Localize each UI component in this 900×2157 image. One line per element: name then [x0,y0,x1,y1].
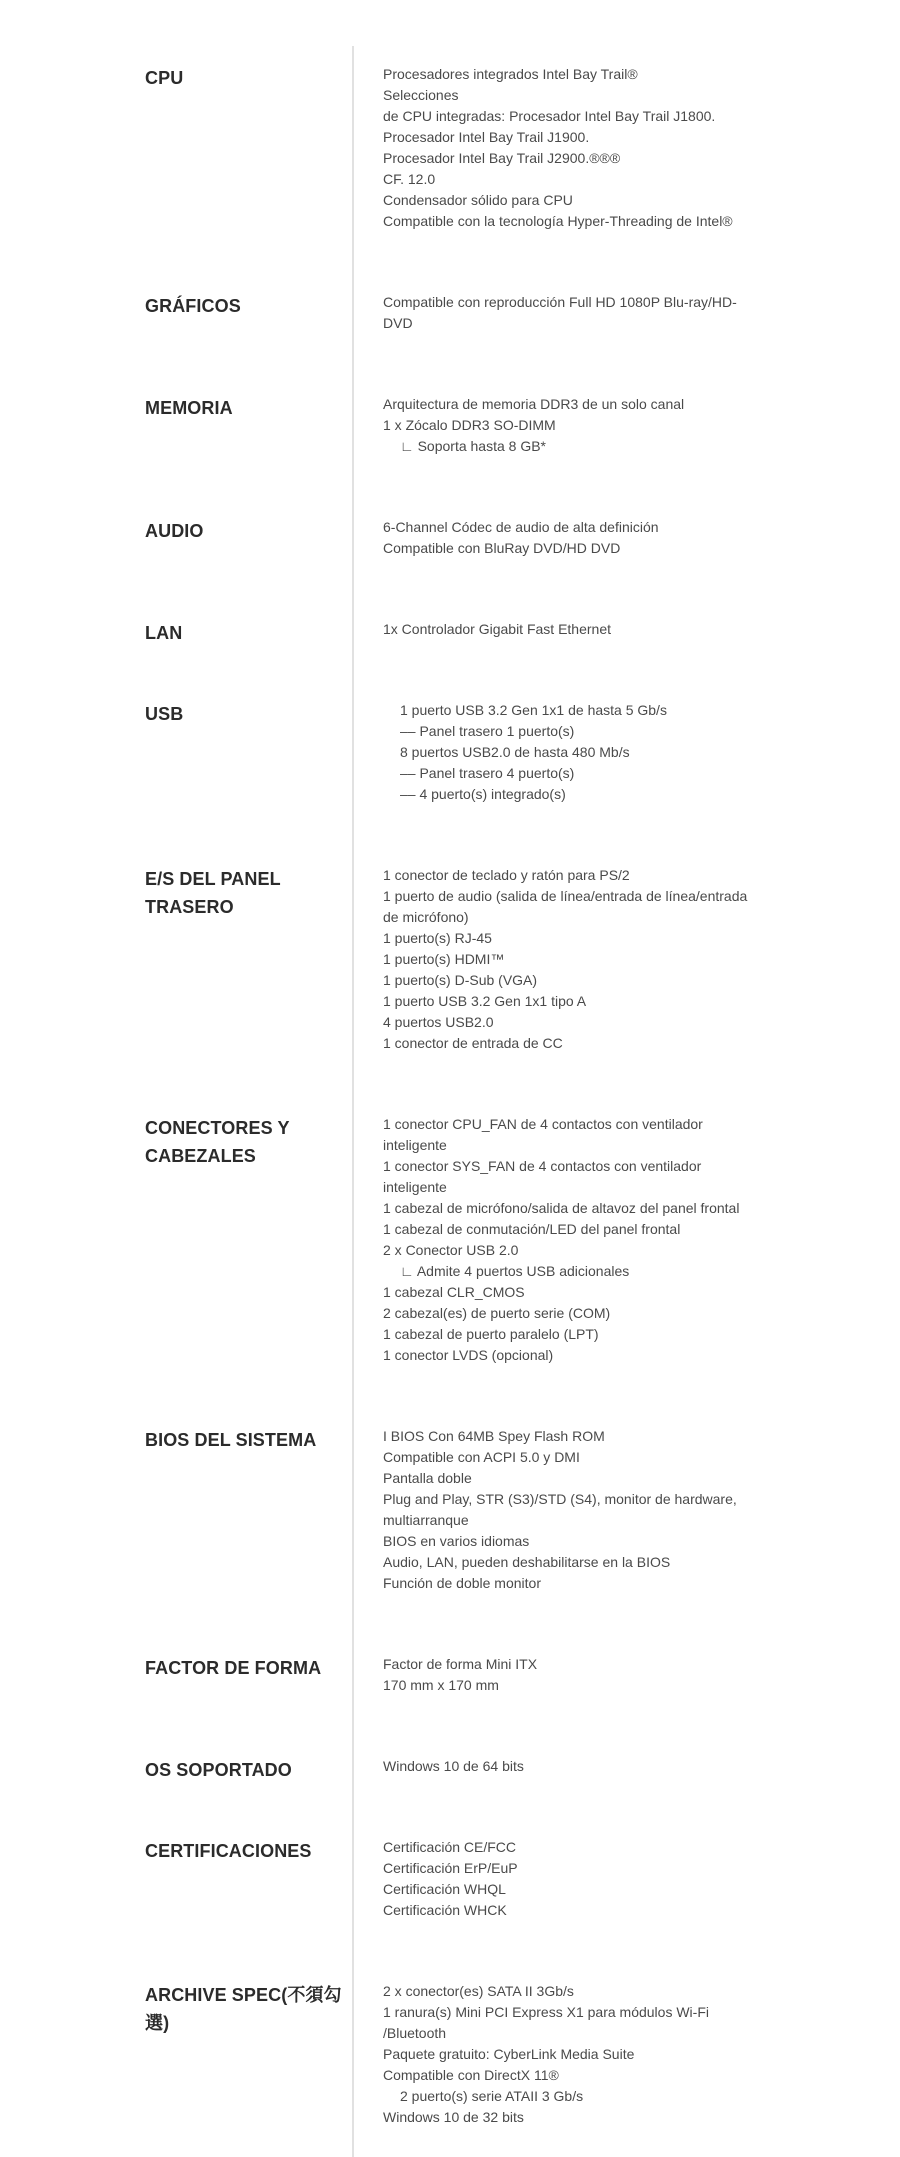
spec-values [383,865,758,1054]
spec-value: Certificación ErP/EuP [383,1860,518,1876]
spec-values [383,1981,758,2128]
spec-value: /Bluetooth [383,2025,447,2041]
spec-value: 1 x Zócalo DDR3 SO-DIMM [383,417,556,433]
spec-value: Windows 10 de 64 bits [383,1758,524,1774]
spec-value: Paquete gratuito: CyberLink Media Suite [383,2046,635,2062]
spec-value: Selecciones [383,87,459,103]
spec-value: 1 conector CPU_FAN de 4 contactos con ventilador [383,1116,703,1132]
spec-label: ARCHIVE SPEC(不須勾選) [145,1985,342,2033]
spec-value: 170 mm x 170 mm [383,1677,499,1693]
spec-label: LAN [145,623,183,643]
spec-value: –– Panel trasero 1 puerto(s) [400,723,575,739]
spec-label: AUDIO [145,521,204,541]
spec-value: Compatible con ACPI 5.0 y DMI [383,1449,580,1465]
spec-value: 1 puerto(s) D-Sub (VGA) [383,972,538,988]
spec-value: Procesadores integrados Intel Bay Trail® [383,66,638,82]
spec-value: 1 cabezal de puerto paralelo (LPT) [383,1326,599,1342]
spec-value: Compatible con la tecnología Hyper-Threading de Intel® [383,213,733,229]
spec-value: de CPU integradas: Procesador Intel Bay Trail J1800. [383,108,716,124]
spec-value: de micrófono) [383,909,469,925]
spec-value: Compatible con reproducción Full HD 1080P Blu-ray/HD- [383,294,737,310]
spec-value: 2 cabezal(es) de puerto serie (COM) [383,1305,611,1321]
spec-value: 2 puerto(s) serie ATAII 3 Gb/s [400,2088,584,2104]
spec-value: 1 conector de teclado y ratón para PS/2 [383,867,630,883]
spec-value: Procesador Intel Bay Trail J1900. [383,129,590,145]
spec-value: 1 conector de entrada de CC [383,1035,563,1051]
spec-value: DVD [383,315,413,331]
spec-values [383,1756,758,1777]
spec-value: 8 puertos USB2.0 de hasta 480 Mb/s [400,744,630,760]
spec-value: Factor de forma Mini ITX [383,1656,538,1672]
spec-value: ∟ Admite 4 puertos USB adicionales [400,1263,630,1279]
spec-values [383,517,758,559]
spec-value: Plug and Play, STR (S3)/STD (S4), monitor de hardware, [383,1491,737,1507]
spec-value: 1 cabezal de micrófono/salida de altavoz del panel frontal [383,1200,740,1216]
spec-value: 1 puerto USB 3.2 Gen 1x1 de hasta 5 Gb/s [400,702,667,718]
spec-value: Arquitectura de memoria DDR3 de un solo canal [383,396,685,412]
spec-values [383,700,758,805]
spec-value: CF. 12.0 [383,171,436,187]
spec-value: Pantalla doble [383,1470,472,1486]
spec-value: multiarranque [383,1512,469,1528]
spec-value: –– Panel trasero 4 puerto(s) [400,765,575,781]
spec-value: 1 conector LVDS (opcional) [383,1347,554,1363]
spec-label: CPU [145,68,184,88]
spec-value: Certificación WHQL [383,1881,506,1897]
spec-values [383,1654,758,1696]
spec-value: Certificación WHCK [383,1902,507,1918]
spec-label: BIOS DEL SISTEMA [145,1430,317,1450]
spec-value: inteligente [383,1179,447,1195]
spec-value: –– 4 puerto(s) integrado(s) [400,786,566,802]
spec-value: I BIOS Con 64MB Spey Flash ROM [383,1428,605,1444]
spec-label: FACTOR DE FORMA [145,1658,322,1678]
spec-label: GRÁFICOS [145,296,241,316]
spec-label: CERTIFICACIONES [145,1841,312,1861]
spec-label: E/S DEL PANEL TRASERO [145,869,281,917]
spec-value: 1 conector SYS_FAN de 4 contactos con ventilador [383,1158,702,1174]
spec-values [383,619,758,640]
spec-value: Función de doble monitor [383,1575,541,1591]
spec-values [383,1426,758,1594]
spec-values [383,1114,758,1366]
spec-value: Condensador sólido para CPU [383,192,573,208]
spec-value: 4 puertos USB2.0 [383,1014,494,1030]
spec-values [383,64,758,232]
spec-value: Procesador Intel Bay Trail J2900.®®® [383,150,621,166]
spec-values [383,394,758,457]
spec-value: 1 cabezal CLR_CMOS [383,1284,525,1300]
spec-value: 6-Channel Códec de audio de alta definición [383,519,659,535]
spec-value: 1 puerto(s) RJ-45 [383,930,492,946]
spec-value: Compatible con DirectX 11® [383,2067,559,2083]
spec-label: CONECTORES Y CABEZALES [145,1118,290,1166]
spec-value: ∟ Soporta hasta 8 GB* [400,438,547,454]
spec-value: Certificación CE/FCC [383,1839,517,1855]
spec-value: 1 puerto(s) HDMI™ [383,951,505,967]
spec-label: OS SOPORTADO [145,1760,292,1780]
spec-value: 2 x conector(es) SATA II 3Gb/s [383,1983,574,1999]
spec-value: 1 cabezal de conmutación/LED del panel frontal [383,1221,681,1237]
spec-value: 1 puerto de audio (salida de línea/entrada de línea/entrada [383,888,748,904]
spec-value: 1 puerto USB 3.2 Gen 1x1 tipo A [383,993,587,1009]
spec-value: Audio, LAN, pueden deshabilitarse en la BIOS [383,1554,671,1570]
spec-value: Compatible con BluRay DVD/HD DVD [383,540,621,556]
spec-value: BIOS en varios idiomas [383,1533,530,1549]
spec-values [383,292,758,334]
spec-value: 2 x Conector USB 2.0 [383,1242,519,1258]
spec-values [383,1837,758,1921]
spec-label: USB [145,704,184,724]
spec-value: Windows 10 de 32 bits [383,2109,524,2125]
spec-value: 1 ranura(s) Mini PCI Express X1 para módulos Wi-Fi [383,2004,709,2020]
spec-value: 1x Controlador Gigabit Fast Ethernet [383,621,612,637]
spec-value: inteligente [383,1137,447,1153]
column-divider [352,46,354,2157]
spec-label: MEMORIA [145,398,233,418]
